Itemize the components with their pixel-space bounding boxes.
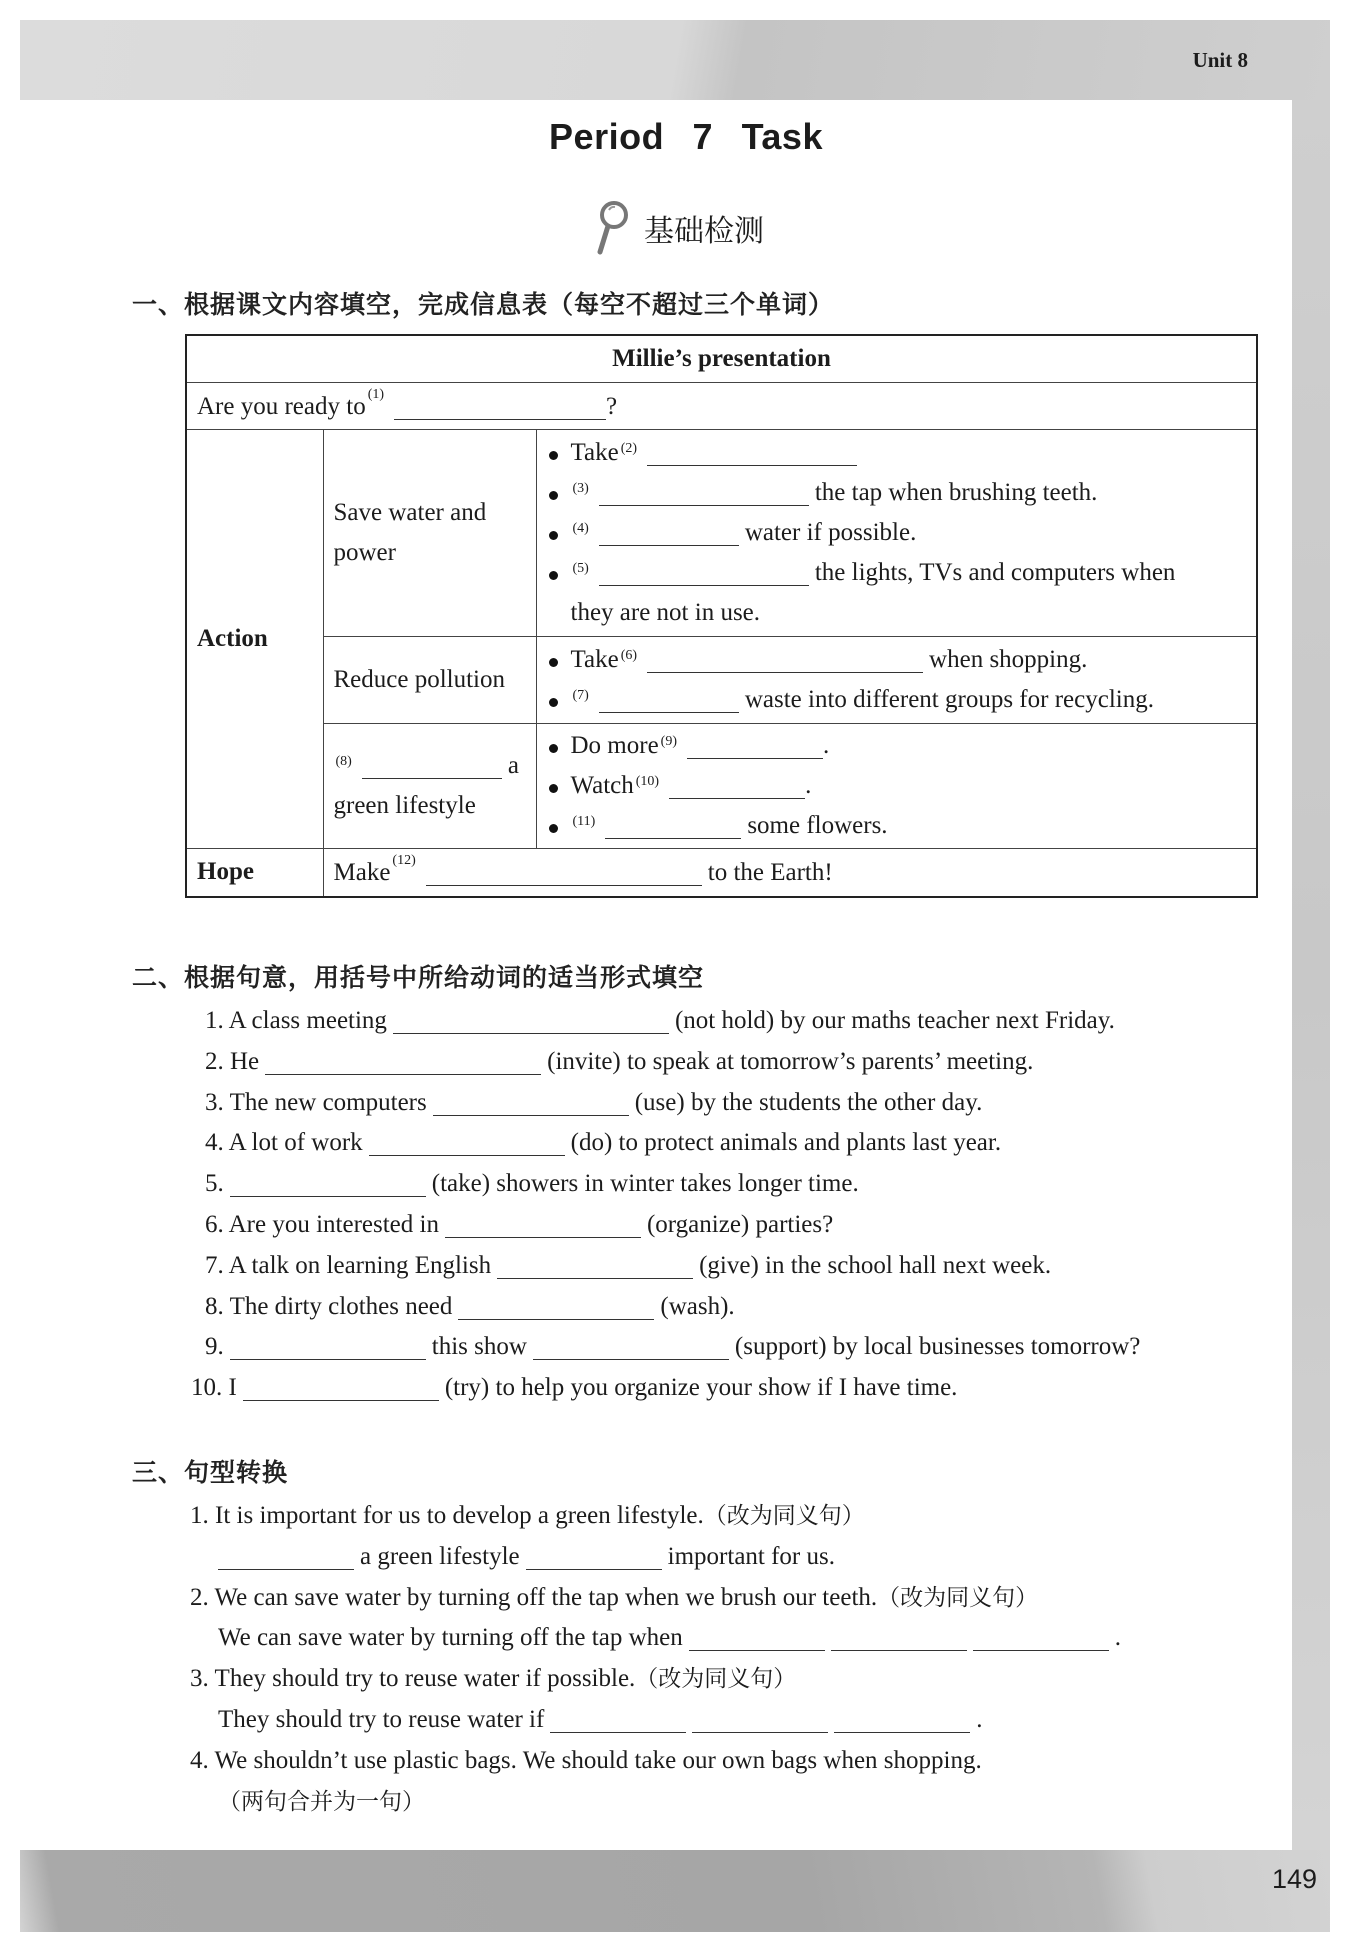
- group-label: Reduce pollution: [323, 637, 536, 724]
- answer-line: a green lifestyle important for us.: [190, 1537, 1121, 1578]
- unit-label: Unit 8: [1192, 48, 1248, 72]
- answer-line: They should try to reuse water if .: [218, 1705, 983, 1733]
- side-band: [1292, 100, 1330, 1850]
- blank-1[interactable]: [394, 397, 606, 420]
- list-item: $^{(11)}$ some flowers.: [547, 806, 1257, 846]
- exercise-item: 1. It is important for us to develop a green lifestyle.（改为同义句）: [190, 1502, 865, 1529]
- group-label-green: $^{(8)}$ a green lifestyle: [323, 724, 536, 849]
- exercise-item: 1. A class meeting (not hold) by our maths teacher next Friday.: [205, 1007, 1115, 1034]
- blank-5[interactable]: [599, 563, 809, 586]
- list-item: $^{(3)}$ the tap when brushing teeth.: [547, 473, 1257, 513]
- hope-row: Make $^{(12)}$ to the Earth!: [323, 849, 1257, 897]
- list-item: $^{(4)}$ water if possible.: [547, 513, 1257, 553]
- list-item: $^{(5)}$ the lights, TVs and computers when they are not in use.: [547, 553, 1257, 633]
- info-table: [185, 334, 1258, 898]
- group-label: Save water and power: [323, 430, 536, 637]
- exercise-item: 9. this show (support) by local businesses tomorrow?: [205, 1333, 1141, 1361]
- exercise-item: 8. The dirty clothes need (wash).: [205, 1292, 735, 1320]
- list-item: Watch $^{(10)}$ .: [547, 766, 1257, 806]
- exercise-item: 10. I (try) to help you organize your show if I have time.: [191, 1374, 958, 1402]
- blank-9[interactable]: [687, 736, 823, 759]
- blank-10[interactable]: [669, 776, 805, 799]
- exercise-item: 3. They should try to reuse water if possible.（改为同义句）: [190, 1665, 797, 1693]
- footer-band: [20, 1850, 1330, 1932]
- exercise-item: 4. A lot of work (do) to protect animals and plants last year.: [205, 1129, 1002, 1157]
- table-title: Millie’s presentation: [186, 335, 1257, 383]
- exercise-item: 5. (take) showers in winter takes longer time.: [205, 1170, 859, 1198]
- blank-7[interactable]: [599, 690, 739, 713]
- hope-label: Hope: [186, 849, 323, 897]
- exercise-item: 7. A talk on learning English (give) in the school hall next week.: [205, 1251, 1052, 1279]
- list-item: Do more $^{(9)}$ .: [547, 726, 1257, 766]
- hint-line: （两句合并为一句）: [218, 1788, 425, 1815]
- section2-items: [191, 1001, 1141, 1409]
- exercise-item: 4. We shouldn’t use plastic bags. We should take our own bags when shopping.: [190, 1746, 982, 1774]
- exercise-item: 6. Are you interested in (organize) parties?: [205, 1210, 834, 1238]
- blank-8[interactable]: [362, 756, 502, 779]
- exercise-item: 2. We can save water by turning off the tap when we brush our teeth.（改为同义句）: [190, 1583, 1039, 1611]
- magnifier-icon: [596, 200, 630, 256]
- section3-items: [190, 1496, 1121, 1822]
- page-title: Period 7 Task: [549, 116, 823, 157]
- blank-3[interactable]: [599, 483, 809, 506]
- subheading: [596, 200, 764, 256]
- list-item: Take $^{(2)}$: [547, 433, 1257, 473]
- page-number: 149: [1272, 1864, 1318, 1894]
- action-label: Action: [186, 430, 323, 849]
- answer-line: We can save water by turning off the tap when .: [218, 1624, 1121, 1652]
- blank-6[interactable]: [647, 650, 923, 673]
- exercise-item: 2. He (invite) to speak at tomorrow’s parents’ meeting.: [205, 1047, 1034, 1075]
- header-band: [20, 20, 1330, 100]
- section1-heading: 一、根据课文内容填空，完成信息表（每空不超过三个单词）: [132, 290, 835, 319]
- subheading-text: 基础检测: [644, 214, 764, 249]
- section3-heading: 三、句型转换: [132, 1458, 289, 1487]
- list-item: Take $^{(6)}$ when shopping.: [547, 640, 1257, 680]
- list-item: $^{(7)}$ waste into different groups for recycling.: [547, 680, 1257, 720]
- blank-4[interactable]: [599, 523, 739, 546]
- blank-11[interactable]: [605, 816, 741, 839]
- exercise-item: 3. The new computers (use) by the students the other day.: [205, 1088, 983, 1116]
- ready-row: Are you ready to $^{(1)}$ ?: [186, 383, 1257, 430]
- blank-12[interactable]: [426, 863, 702, 886]
- blank-2[interactable]: [647, 443, 857, 466]
- section2-heading: 二、根据句意，用括号中所给动词的适当形式填空: [132, 963, 705, 992]
